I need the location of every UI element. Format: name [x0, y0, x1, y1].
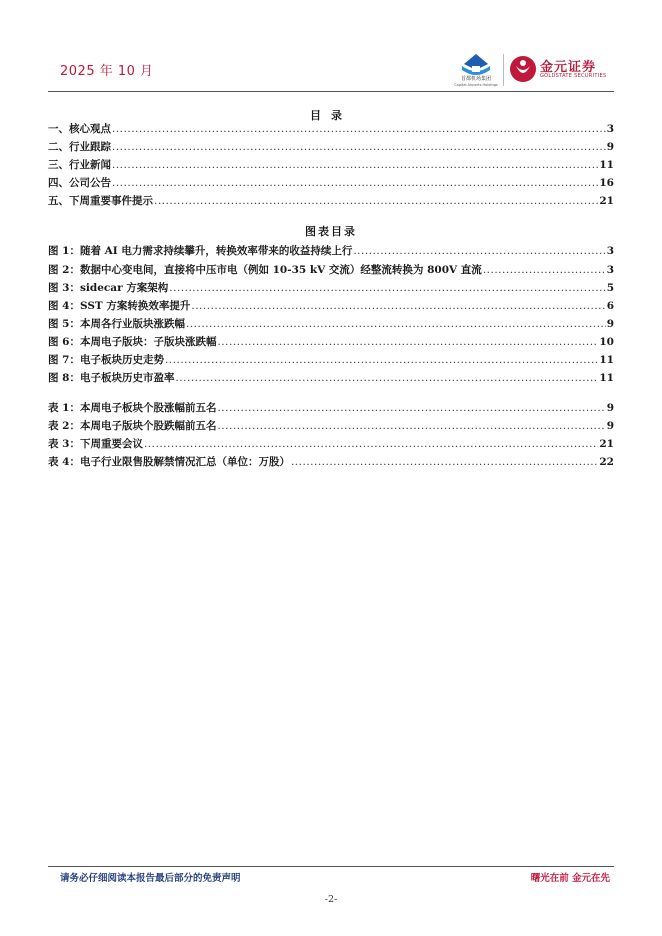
toc-leader-dots [353, 245, 605, 257]
toc-item[interactable] [48, 157, 614, 173]
figure-item-label: 图 1：随着 AI 电力需求持续攀升，转换效率带来的收益持续上行 [48, 245, 353, 257]
table-item[interactable] [48, 436, 614, 452]
footer-slogan: 曙光在前 金元在先 [530, 873, 610, 884]
figure-item[interactable] [48, 280, 614, 296]
toc-leader-dots [291, 456, 598, 468]
toc-item-label: 五、下周重要事件提示 [48, 195, 153, 207]
toc-item-page: 21 [599, 195, 614, 207]
toc-leader-dots [144, 438, 598, 450]
figure-item-page: 3 [606, 245, 614, 257]
goldstate-name: 金元证券 [540, 60, 597, 75]
figure-item-label: 图 6：本周电子版块：子版块涨跌幅 [48, 336, 217, 348]
table-item-page: 22 [599, 456, 614, 468]
toc-leader-dots [175, 372, 598, 384]
figure-item-page: 11 [599, 354, 614, 366]
figure-item-page: 6 [606, 300, 614, 312]
toc-item-page: 9 [606, 141, 614, 153]
table-item-page: 9 [606, 402, 614, 414]
toc-item-label: 一、核心观点 [48, 123, 111, 135]
toc-leader-dots [217, 402, 605, 414]
table-item-page: 9 [606, 420, 614, 432]
figure-item[interactable] [48, 370, 614, 386]
logo-divider [503, 54, 504, 86]
figure-item[interactable] [48, 243, 614, 259]
table-item[interactable] [48, 418, 614, 434]
figure-item[interactable] [48, 298, 614, 314]
goldstate-logo-icon [508, 54, 538, 84]
figure-item-label: 图 4：SST 方案转换效率提升 [48, 300, 191, 312]
toc-item[interactable] [48, 121, 614, 137]
figure-item-label: 图 2：数据中心变电间，直接将中压市电（例如 10-35 kV 交流）经整流转换为 800V 直流 [48, 264, 482, 276]
toc-item-page: 11 [599, 159, 614, 171]
toc-item-page: 16 [599, 177, 614, 189]
toc-leader-dots [112, 177, 598, 189]
toc-item[interactable] [48, 139, 614, 155]
capital-airports-en: Capital Airports Holdings [454, 83, 498, 87]
toc-leader-dots [112, 159, 598, 171]
footer-rule [48, 866, 614, 867]
toc-leader-dots [165, 354, 598, 366]
table-item-label: 表 2：本周电子版块个股跌幅前五名 [48, 420, 217, 432]
toc-item[interactable] [48, 193, 614, 209]
table-item-label: 表 1：本周电子板块个股涨幅前五名 [48, 402, 217, 414]
table-item-page: 21 [599, 438, 614, 450]
toc-leader-dots [154, 195, 598, 207]
header-rule [48, 91, 614, 92]
figure-item-label: 图 8：电子板块历史市盈率 [48, 372, 175, 384]
figure-item-label: 图 3：sidecar 方案架构 [48, 282, 169, 294]
figure-list-title: 图表目录 [305, 225, 357, 238]
toc-leader-dots [217, 336, 598, 348]
figure-item-page: 9 [606, 318, 614, 330]
toc-leader-dots [483, 264, 606, 276]
figure-item-page: 10 [599, 336, 614, 348]
figure-item-label: 图 5：本周各行业版块涨跌幅 [48, 318, 185, 330]
table-item[interactable] [48, 454, 614, 470]
table-item[interactable] [48, 400, 614, 416]
toc-leader-dots [186, 318, 606, 330]
toc-item-label: 三、行业新闻 [48, 159, 111, 171]
figure-item-label: 图 7：电子板块历史走势 [48, 354, 164, 366]
figure-item-page: 3 [606, 264, 614, 276]
toc-item-label: 二、行业跟踪 [48, 141, 111, 153]
toc-leader-dots [191, 300, 605, 312]
figure-item[interactable] [48, 262, 614, 278]
figure-item-page: 11 [599, 372, 614, 384]
footer-disclaimer: 请务必仔细阅读本报告最后部分的免责声明 [60, 873, 241, 884]
toc-item-page: 3 [606, 123, 614, 135]
toc-leader-dots [169, 282, 605, 294]
toc-item-label: 四、公司公告 [48, 177, 111, 189]
page-number: -2- [324, 894, 338, 905]
goldstate-en: GOLDSTATE SECURITIES [540, 73, 607, 79]
toc-title: 目录 [310, 109, 352, 122]
figure-item[interactable] [48, 316, 614, 332]
toc-leader-dots [112, 141, 606, 153]
figure-item[interactable] [48, 352, 614, 368]
report-date: 2025 年 10 月 [60, 64, 154, 79]
table-item-label: 表 4：电子行业限售股解禁情况汇总（单位：万股） [48, 456, 290, 468]
toc-leader-dots [217, 420, 605, 432]
table-item-label: 表 3：下周重要会议 [48, 438, 143, 450]
figure-item[interactable] [48, 334, 614, 350]
toc-item[interactable] [48, 175, 614, 191]
toc-leader-dots [112, 123, 606, 135]
capital-airports-name: 首都机场集团 [460, 76, 491, 82]
figure-item-page: 5 [606, 282, 614, 294]
